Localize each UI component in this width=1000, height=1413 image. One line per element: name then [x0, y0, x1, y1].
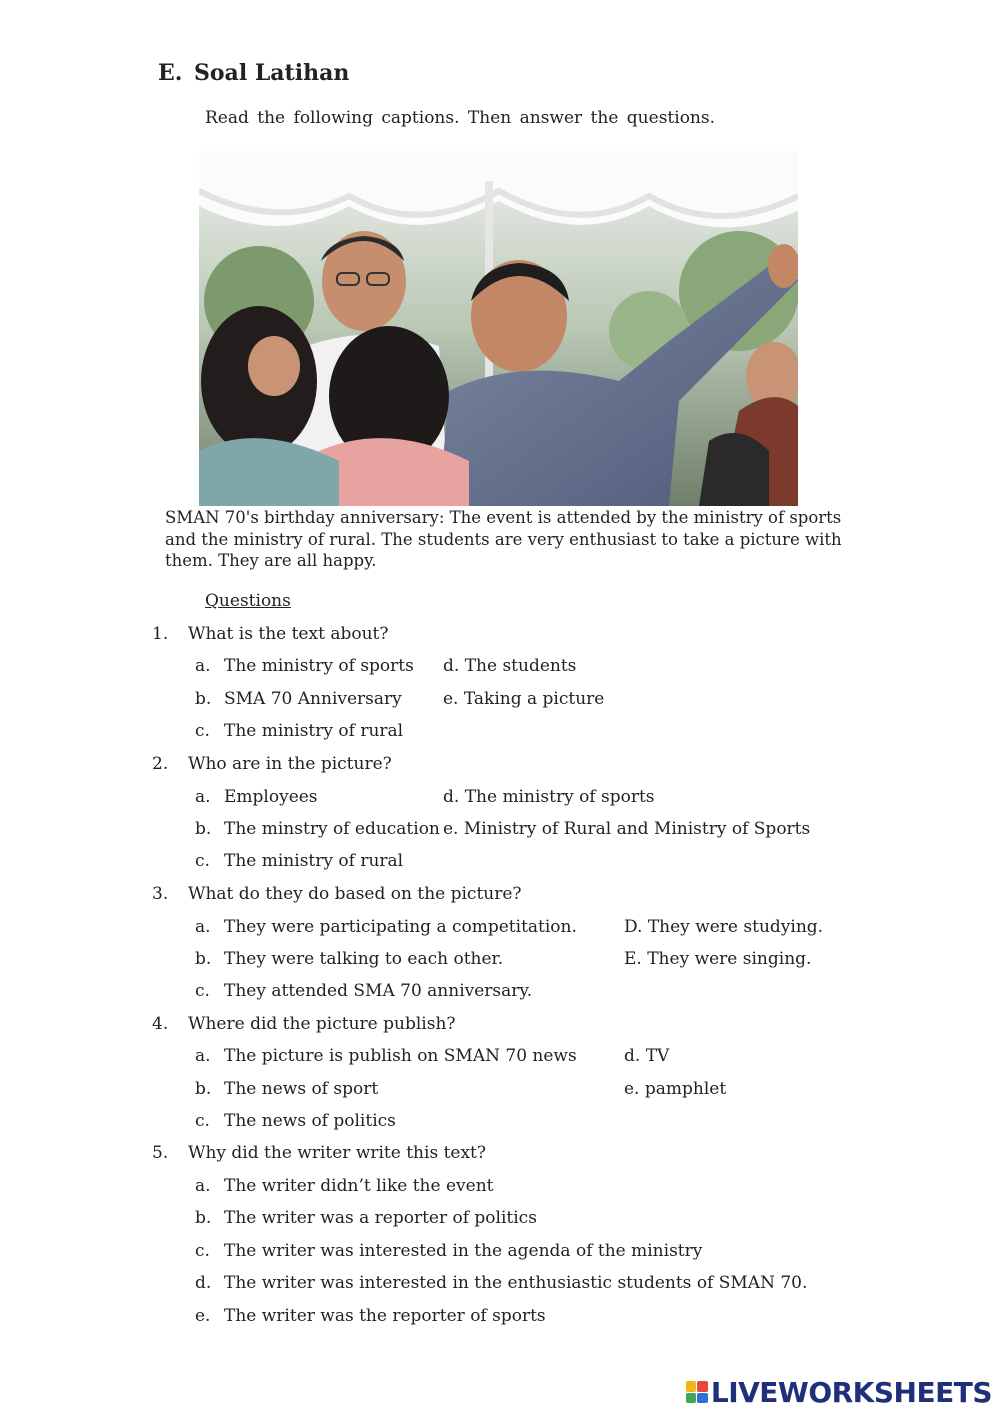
selfie-photo-icon	[199, 151, 798, 506]
option-text: E. They were singing.	[624, 949, 812, 969]
option-text: The ministry of sports	[224, 656, 414, 676]
selfie-photo	[199, 151, 798, 506]
option-text: They were participating a competitation.	[224, 917, 577, 937]
option-text: d. The students	[443, 656, 577, 676]
option-text: The ministry of rural	[224, 721, 404, 741]
option-text: The minstry of education	[224, 819, 440, 839]
brand-text: LIVEWORKSHEETS	[710, 1375, 992, 1409]
option-text: e. Ministry of Rural and Ministry of Sports	[443, 819, 811, 839]
option-text: The writer was interested in the enthusiastic students of SMAN 70.	[224, 1273, 808, 1293]
option-text: The writer was the reporter of sports	[224, 1306, 546, 1326]
option-letter: b.	[195, 819, 212, 839]
option-letter: b.	[195, 689, 212, 709]
liveworksheets-brand[interactable]	[686, 1376, 992, 1408]
question-number: 2.	[152, 754, 169, 774]
option-text: The news of politics	[224, 1111, 396, 1131]
option-text: The picture is publish on SMAN 70 news	[224, 1046, 577, 1066]
question-text: Why did the writer write this text?	[188, 1143, 486, 1163]
option-letter: a.	[195, 1046, 211, 1066]
option-letter: c.	[195, 1241, 210, 1261]
question-text: What is the text about?	[188, 624, 389, 644]
option-letter: b.	[195, 1079, 212, 1099]
question-text: Who are in the picture?	[188, 754, 392, 774]
option-letter: a.	[195, 656, 211, 676]
question-text: What do they do based on the picture?	[188, 884, 522, 904]
section-title: Soal Latihan	[194, 60, 350, 86]
option-letter: a.	[195, 917, 211, 937]
option-text: The writer was interested in the agenda of the ministry	[224, 1241, 703, 1261]
option-letter: c.	[195, 1111, 210, 1131]
option-letter: c.	[195, 851, 210, 871]
option-text: The writer was a reporter of politics	[224, 1208, 537, 1228]
option-text: e. pamphlet	[624, 1079, 727, 1099]
option-text: The ministry of rural	[224, 851, 404, 871]
section-heading	[158, 60, 349, 86]
option-letter: a.	[195, 787, 211, 807]
option-letter: e.	[195, 1306, 211, 1326]
option-text: D. They were studying.	[624, 917, 824, 937]
option-text: SMA 70 Anniversary	[224, 689, 402, 709]
questions-header: Questions	[205, 591, 291, 611]
question-number: 4.	[152, 1014, 169, 1034]
question-text: Where did the picture publish?	[188, 1014, 456, 1034]
question-number: 1.	[152, 624, 169, 644]
option-letter: c.	[195, 981, 210, 1001]
option-text: They were talking to each other.	[224, 949, 504, 969]
option-letter: d.	[195, 1273, 212, 1293]
instruction-text: Read the following captions. Then answer the questions.	[205, 108, 715, 128]
question-number: 3.	[152, 884, 169, 904]
option-text: The news of sport	[224, 1079, 379, 1099]
photo-caption: SMAN 70's birthday anniversary: The event is attended by the ministry of sports and the ministry of rural. The students are very enthusiast to take a picture with them. They are all happy.	[165, 508, 842, 570]
option-text: d. TV	[624, 1046, 670, 1066]
option-letter: c.	[195, 721, 210, 741]
option-text: d. The ministry of sports	[443, 787, 655, 807]
option-text: e. Taking a picture	[443, 689, 605, 709]
option-text: Employees	[224, 787, 318, 807]
option-letter: b.	[195, 1208, 212, 1228]
question-number: 5.	[152, 1143, 169, 1163]
option-text: The writer didn’t like the event	[224, 1176, 494, 1196]
option-text: They attended SMA 70 anniversary.	[224, 981, 533, 1001]
option-letter: a.	[195, 1176, 211, 1196]
section-letter: E.	[158, 60, 183, 86]
option-letter: b.	[195, 949, 212, 969]
liveworksheets-logo-icon	[686, 1381, 708, 1403]
